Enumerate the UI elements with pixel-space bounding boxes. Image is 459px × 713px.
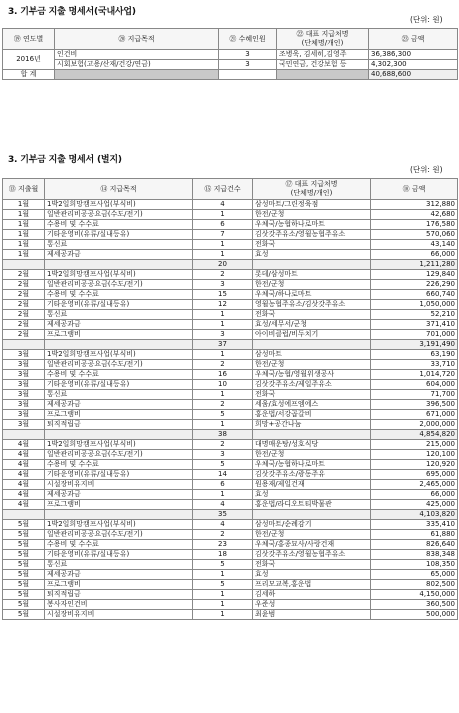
amount-cell: 215,000 bbox=[371, 440, 458, 450]
payee-cell: 희망+공간나눔 bbox=[253, 420, 371, 430]
table-row bbox=[3, 320, 458, 330]
table-row bbox=[3, 590, 458, 600]
amount-cell: 61,880 bbox=[371, 530, 458, 540]
month-cell: 3월 bbox=[3, 400, 45, 410]
amount-cell: 226,290 bbox=[371, 280, 458, 290]
purpose-cell: 제세공과금 bbox=[45, 320, 193, 330]
count-cell: 1 bbox=[193, 610, 253, 620]
count-cell: 12 bbox=[193, 300, 253, 310]
month-cell: 3월 bbox=[3, 410, 45, 420]
table-row bbox=[3, 50, 458, 60]
count-cell: 1 bbox=[193, 390, 253, 400]
payee-cell: 전화국 bbox=[253, 560, 371, 570]
month-cell: 5월 bbox=[3, 520, 45, 530]
table-row bbox=[3, 410, 458, 420]
month-cell bbox=[3, 260, 45, 270]
month-cell: 2월 bbox=[3, 330, 45, 340]
amount-cell: 570,060 bbox=[371, 230, 458, 240]
count-cell: 1 bbox=[193, 600, 253, 610]
table-row bbox=[3, 390, 458, 400]
table-row bbox=[3, 500, 458, 510]
count-cell: 3 bbox=[193, 330, 253, 340]
amount-cell: 63,190 bbox=[371, 350, 458, 360]
table-row bbox=[3, 350, 458, 360]
table-row bbox=[3, 470, 458, 480]
amount-cell: 4,854,820 bbox=[371, 430, 458, 440]
amount-cell: 838,348 bbox=[371, 550, 458, 560]
header-amount: ㉓ 금액 bbox=[369, 29, 458, 50]
count-cell: 3 bbox=[219, 50, 277, 60]
payee-cell: 조병욱, 김세히,김영주 bbox=[277, 50, 369, 60]
purpose-cell: 프로그램비 bbox=[45, 410, 193, 420]
payee-cell: 전화국 bbox=[253, 310, 371, 320]
purpose-cell: 일반관리비공공요금(수도/전기) bbox=[45, 530, 193, 540]
table-row bbox=[3, 280, 458, 290]
month-cell: 1월 bbox=[3, 220, 45, 230]
table-row bbox=[3, 530, 458, 540]
section2-title: 3. 기부금 지출 명세서 (별지) bbox=[8, 155, 122, 165]
month-cell: 1월 bbox=[3, 210, 45, 220]
count-cell: 1 bbox=[193, 320, 253, 330]
month-cell: 5월 bbox=[3, 610, 45, 620]
count-cell: 3 bbox=[193, 280, 253, 290]
amount-cell: 66,000 bbox=[371, 250, 458, 260]
payee-cell: 홍운법/서강곱갈비 bbox=[253, 410, 371, 420]
total-amount: 40,688,600 bbox=[369, 70, 458, 80]
header-year: ⑲ 연도별 bbox=[3, 29, 55, 50]
purpose-cell: 기타운영비(유류/실내등유) bbox=[45, 300, 193, 310]
purpose-cell: 일반관리비공공요금(수도/전기) bbox=[45, 360, 193, 370]
payee-cell: 한전/군청 bbox=[253, 280, 371, 290]
payee-cell: 원용재/제일건재 bbox=[253, 480, 371, 490]
payee-cell: 김삿갓주유소/영월농협주유소 bbox=[253, 550, 371, 560]
purpose-cell bbox=[45, 430, 193, 440]
year-cell: 2016년 bbox=[3, 50, 55, 70]
count-cell: 16 bbox=[193, 370, 253, 380]
table-row bbox=[3, 250, 458, 260]
month-cell: 2월 bbox=[3, 270, 45, 280]
total-label: 합 계 bbox=[3, 70, 55, 80]
month-cell: 1월 bbox=[3, 200, 45, 210]
count-cell: 20 bbox=[193, 260, 253, 270]
count-cell: 23 bbox=[193, 540, 253, 550]
header-payee: ㉒ 대표 지급처명 (단체명/개인) bbox=[277, 29, 369, 50]
amount-cell: 52,210 bbox=[371, 310, 458, 320]
purpose-cell: 기타운영비(유류/실내등유) bbox=[45, 380, 193, 390]
amount-cell: 335,410 bbox=[371, 520, 458, 530]
month-cell: 5월 bbox=[3, 540, 45, 550]
purpose-cell: 일반관리비공공요금(수도/전기) bbox=[45, 210, 193, 220]
month-cell bbox=[3, 340, 45, 350]
payee-cell: 한전/군청 bbox=[253, 210, 371, 220]
payee-cell bbox=[253, 510, 371, 520]
purpose-cell: 프로그램비 bbox=[45, 330, 193, 340]
table-row bbox=[3, 600, 458, 610]
table-row bbox=[3, 460, 458, 470]
table-row bbox=[3, 60, 458, 70]
count-cell: 35 bbox=[193, 510, 253, 520]
subtotal-row bbox=[3, 340, 458, 350]
payee-cell: 삼성마트/순례감기 bbox=[253, 520, 371, 530]
payee-cell: 김삿갓주유소/제일주유소 bbox=[253, 380, 371, 390]
header-count: ⑮ 지급건수 bbox=[193, 179, 253, 200]
purpose-cell: 수용비 및 수수료 bbox=[45, 460, 193, 470]
purpose-cell: 수용비 및 수수료 bbox=[45, 370, 193, 380]
payee-cell: 최윤범 bbox=[253, 610, 371, 620]
month-cell: 2월 bbox=[3, 290, 45, 300]
payee-cell: 우체국/농협하나로마트 bbox=[253, 220, 371, 230]
month-cell: 5월 bbox=[3, 600, 45, 610]
amount-cell: 65,000 bbox=[371, 570, 458, 580]
amount-cell: 371,410 bbox=[371, 320, 458, 330]
amount-cell: 71,700 bbox=[371, 390, 458, 400]
table-row bbox=[3, 210, 458, 220]
table-row bbox=[3, 330, 458, 340]
payee-cell bbox=[253, 430, 371, 440]
table-row bbox=[3, 240, 458, 250]
month-cell: 3월 bbox=[3, 380, 45, 390]
month-cell: 4월 bbox=[3, 480, 45, 490]
payee-cell: 우체국/농협/영월위생공사 bbox=[253, 370, 371, 380]
purpose-cell: 프로그램비 bbox=[45, 580, 193, 590]
purpose-cell: 제세공과금 bbox=[45, 400, 193, 410]
month-cell: 4월 bbox=[3, 490, 45, 500]
table-row bbox=[3, 380, 458, 390]
month-cell: 2월 bbox=[3, 320, 45, 330]
payee-cell bbox=[253, 340, 371, 350]
count-cell: 1 bbox=[193, 350, 253, 360]
payee-cell: 영월농협주유소/김삿갓주유소 bbox=[253, 300, 371, 310]
purpose-cell: 퇴직적립금 bbox=[45, 590, 193, 600]
purpose-cell bbox=[45, 340, 193, 350]
count-cell: 1 bbox=[193, 250, 253, 260]
payee-cell: 삼성마트 bbox=[253, 350, 371, 360]
purpose-cell: 기타운영비(유류/실내등유) bbox=[45, 230, 193, 240]
amount-cell: 1,014,720 bbox=[371, 370, 458, 380]
table-row bbox=[3, 440, 458, 450]
section1-title: 3. 기부금 지출 명세서(국내사업) bbox=[8, 7, 136, 17]
table-row bbox=[3, 200, 458, 210]
table-row bbox=[3, 560, 458, 570]
month-cell: 5월 bbox=[3, 590, 45, 600]
amount-cell: 701,000 bbox=[371, 330, 458, 340]
amount-cell: 500,000 bbox=[371, 610, 458, 620]
count-cell: 37 bbox=[193, 340, 253, 350]
month-cell: 4월 bbox=[3, 500, 45, 510]
count-cell: 1 bbox=[193, 570, 253, 580]
month-cell: 5월 bbox=[3, 550, 45, 560]
month-cell: 3월 bbox=[3, 420, 45, 430]
blank-cell bbox=[219, 70, 277, 80]
table-row bbox=[3, 310, 458, 320]
count-cell: 18 bbox=[193, 550, 253, 560]
payee-cell: 홍운법/라디오트티박물관 bbox=[253, 500, 371, 510]
amount-cell: 4,302,300 bbox=[369, 60, 458, 70]
section2-unit: (단위: 원) bbox=[410, 165, 443, 174]
table-row bbox=[3, 370, 458, 380]
payee-cell: 한전/군청 bbox=[253, 530, 371, 540]
payee-cell: 우체국/하나로마트 bbox=[253, 290, 371, 300]
table-row bbox=[3, 300, 458, 310]
purpose-cell: 제세공과금 bbox=[45, 490, 193, 500]
payee-cell: 롯데/삼성마트 bbox=[253, 270, 371, 280]
payee-cell: 우체국/농협하나로마트 bbox=[253, 460, 371, 470]
purpose-cell: 통신료 bbox=[45, 240, 193, 250]
payee-cell: 김삿갓주유소/영월농협주유소 bbox=[253, 230, 371, 240]
count-cell: 1 bbox=[193, 420, 253, 430]
payee-cell: 우체국/홍종묘사/사랑건재 bbox=[253, 540, 371, 550]
count-cell: 2 bbox=[193, 270, 253, 280]
subtotal-row bbox=[3, 260, 458, 270]
month-cell: 4월 bbox=[3, 440, 45, 450]
purpose-cell: 1박2일희망캠프사업(부식비) bbox=[45, 200, 193, 210]
count-cell: 5 bbox=[193, 560, 253, 570]
month-cell: 4월 bbox=[3, 450, 45, 460]
table-row bbox=[3, 220, 458, 230]
month-cell: 2월 bbox=[3, 280, 45, 290]
month-cell: 5월 bbox=[3, 560, 45, 570]
count-cell: 5 bbox=[193, 410, 253, 420]
month-cell bbox=[3, 430, 45, 440]
payee-cell: 우준성 bbox=[253, 600, 371, 610]
purpose-cell: 제세공과금 bbox=[45, 570, 193, 580]
purpose-cell: 시회보험(고용/산재/건강/연금) bbox=[55, 60, 219, 70]
payee-cell: 대명매운탕/성호식당 bbox=[253, 440, 371, 450]
purpose-cell: 1박2일희망캠프사업(부식비) bbox=[45, 270, 193, 280]
amount-cell: 42,680 bbox=[371, 210, 458, 220]
payee-cell: 효성/세무서/군청 bbox=[253, 320, 371, 330]
purpose-cell bbox=[45, 510, 193, 520]
table-row bbox=[3, 420, 458, 430]
month-cell: 1월 bbox=[3, 250, 45, 260]
month-cell: 3월 bbox=[3, 350, 45, 360]
month-cell: 5월 bbox=[3, 570, 45, 580]
table-row bbox=[3, 610, 458, 620]
purpose-cell: 일반관리비공공요금(수도/전기) bbox=[45, 450, 193, 460]
table-row bbox=[3, 400, 458, 410]
purpose-cell: 제세공과금 bbox=[45, 250, 193, 260]
count-cell: 2 bbox=[193, 440, 253, 450]
count-cell: 1 bbox=[193, 240, 253, 250]
header-payee: ⑰ 대표 지급처명 (단체명/개인) bbox=[253, 179, 371, 200]
amount-cell: 120,920 bbox=[371, 460, 458, 470]
payee-cell: 한전/군청 bbox=[253, 450, 371, 460]
table-row bbox=[3, 520, 458, 530]
month-cell: 3월 bbox=[3, 390, 45, 400]
count-cell: 4 bbox=[193, 500, 253, 510]
blank-cell bbox=[277, 70, 369, 80]
count-cell: 1 bbox=[193, 310, 253, 320]
subtotal-row bbox=[3, 510, 458, 520]
purpose-cell: 시설장비유지비 bbox=[45, 610, 193, 620]
purpose-cell: 시설장비유지비 bbox=[45, 480, 193, 490]
payee-cell: 프리모교복,홍운법 bbox=[253, 580, 371, 590]
purpose-cell: 수용비 및 수수료 bbox=[45, 540, 193, 550]
amount-cell: 660,740 bbox=[371, 290, 458, 300]
count-cell: 1 bbox=[193, 590, 253, 600]
table-row bbox=[3, 270, 458, 280]
count-cell: 10 bbox=[193, 380, 253, 390]
month-cell: 1월 bbox=[3, 240, 45, 250]
table-row bbox=[3, 290, 458, 300]
count-cell: 14 bbox=[193, 470, 253, 480]
amount-cell: 695,000 bbox=[371, 470, 458, 480]
payee-cell: 삼성마트/그린정육점 bbox=[253, 200, 371, 210]
purpose-cell: 프로그램비 bbox=[45, 500, 193, 510]
purpose-cell: 퇴직적립금 bbox=[45, 420, 193, 430]
amount-cell: 826,640 bbox=[371, 540, 458, 550]
header-purpose: ⑳ 지급목적 bbox=[55, 29, 219, 50]
purpose-cell: 일반관리비공공요금(수도/전기) bbox=[45, 280, 193, 290]
table-row bbox=[3, 580, 458, 590]
count-cell: 7 bbox=[193, 230, 253, 240]
amount-cell: 396,500 bbox=[371, 400, 458, 410]
amount-cell: 3,191,490 bbox=[371, 340, 458, 350]
month-cell: 3월 bbox=[3, 360, 45, 370]
month-cell: 1월 bbox=[3, 230, 45, 240]
amount-cell: 129,840 bbox=[371, 270, 458, 280]
month-cell bbox=[3, 510, 45, 520]
amount-cell: 176,580 bbox=[371, 220, 458, 230]
header-recipients: ㉑ 수혜인원 bbox=[219, 29, 277, 50]
monthly-expense-table bbox=[2, 178, 458, 620]
purpose-cell: 기타운영비(유류/실내등유) bbox=[45, 550, 193, 560]
month-cell: 2월 bbox=[3, 310, 45, 320]
payee-cell: 김세하 bbox=[253, 590, 371, 600]
payee-cell: 효성 bbox=[253, 250, 371, 260]
purpose-cell bbox=[45, 260, 193, 270]
amount-cell: 36,386,300 bbox=[369, 50, 458, 60]
payee-cell: 한전/군청 bbox=[253, 360, 371, 370]
month-cell: 2월 bbox=[3, 300, 45, 310]
purpose-cell: 수용비 및 수수료 bbox=[45, 220, 193, 230]
amount-cell: 66,000 bbox=[371, 490, 458, 500]
table-row bbox=[3, 550, 458, 560]
header-amount: ⑱ 금액 bbox=[371, 179, 458, 200]
count-cell: 1 bbox=[193, 210, 253, 220]
payee-cell: 전화국 bbox=[253, 390, 371, 400]
purpose-cell: 봉사자인건비 bbox=[45, 600, 193, 610]
blank-cell bbox=[55, 70, 219, 80]
amount-cell: 671,000 bbox=[371, 410, 458, 420]
count-cell: 5 bbox=[193, 580, 253, 590]
amount-cell: 425,000 bbox=[371, 500, 458, 510]
table-row bbox=[3, 480, 458, 490]
purpose-cell: 통신료 bbox=[45, 560, 193, 570]
payee-cell: 효성 bbox=[253, 570, 371, 580]
amount-cell: 1,050,000 bbox=[371, 300, 458, 310]
purpose-cell: 인건비 bbox=[55, 50, 219, 60]
count-cell: 4 bbox=[193, 200, 253, 210]
payee-cell bbox=[253, 260, 371, 270]
count-cell: 5 bbox=[193, 460, 253, 470]
header-month: ⑬ 지출월 bbox=[3, 179, 45, 200]
domestic-expense-table bbox=[2, 28, 458, 80]
header-purpose: ⑭ 지급목적 bbox=[45, 179, 193, 200]
amount-cell: 4,150,000 bbox=[371, 590, 458, 600]
subtotal-row bbox=[3, 430, 458, 440]
amount-cell: 802,500 bbox=[371, 580, 458, 590]
count-cell: 4 bbox=[193, 520, 253, 530]
purpose-cell: 1박2일희망캠프사업(부식비) bbox=[45, 520, 193, 530]
month-cell: 5월 bbox=[3, 530, 45, 540]
amount-cell: 120,100 bbox=[371, 450, 458, 460]
amount-cell: 312,880 bbox=[371, 200, 458, 210]
amount-cell: 4,103,820 bbox=[371, 510, 458, 520]
purpose-cell: 수용비 및 수수료 bbox=[45, 290, 193, 300]
table-row bbox=[3, 570, 458, 580]
amount-cell: 360,500 bbox=[371, 600, 458, 610]
month-cell: 4월 bbox=[3, 470, 45, 480]
purpose-cell: 통신료 bbox=[45, 310, 193, 320]
count-cell: 38 bbox=[193, 430, 253, 440]
count-cell: 6 bbox=[193, 480, 253, 490]
section1-unit: (단위: 원) bbox=[410, 15, 443, 24]
count-cell: 1 bbox=[193, 490, 253, 500]
purpose-cell: 1박2일희망캠프사업(부식비) bbox=[45, 350, 193, 360]
payee-cell: 국민연금, 건강보험 등 bbox=[277, 60, 369, 70]
month-cell: 5월 bbox=[3, 580, 45, 590]
table-row bbox=[3, 490, 458, 500]
count-cell: 2 bbox=[193, 530, 253, 540]
amount-cell: 604,000 bbox=[371, 380, 458, 390]
purpose-cell: 기타운영비(유류/실내등유) bbox=[45, 470, 193, 480]
amount-cell: 33,710 bbox=[371, 360, 458, 370]
count-cell: 3 bbox=[193, 450, 253, 460]
count-cell: 6 bbox=[193, 220, 253, 230]
purpose-cell: 1박2일희망캠프사업(부식비) bbox=[45, 440, 193, 450]
purpose-cell: 통신료 bbox=[45, 390, 193, 400]
amount-cell: 108,350 bbox=[371, 560, 458, 570]
payee-cell: 김삿갓주유소/광동주유 bbox=[253, 470, 371, 480]
count-cell: 2 bbox=[193, 400, 253, 410]
payee-cell: 아이비클럽/비두치기 bbox=[253, 330, 371, 340]
table-row bbox=[3, 450, 458, 460]
total-row bbox=[3, 70, 458, 80]
payee-cell: 세움/효성에프엠에스 bbox=[253, 400, 371, 410]
amount-cell: 43,140 bbox=[371, 240, 458, 250]
table-row bbox=[3, 540, 458, 550]
amount-cell: 2,465,000 bbox=[371, 480, 458, 490]
month-cell: 4월 bbox=[3, 460, 45, 470]
payee-cell: 전화국 bbox=[253, 240, 371, 250]
payee-cell: 효성 bbox=[253, 490, 371, 500]
count-cell: 15 bbox=[193, 290, 253, 300]
amount-cell: 1,211,280 bbox=[371, 260, 458, 270]
month-cell: 3월 bbox=[3, 370, 45, 380]
table-row bbox=[3, 360, 458, 370]
count-cell: 3 bbox=[219, 60, 277, 70]
table-row bbox=[3, 230, 458, 240]
amount-cell: 2,000,000 bbox=[371, 420, 458, 430]
count-cell: 2 bbox=[193, 360, 253, 370]
